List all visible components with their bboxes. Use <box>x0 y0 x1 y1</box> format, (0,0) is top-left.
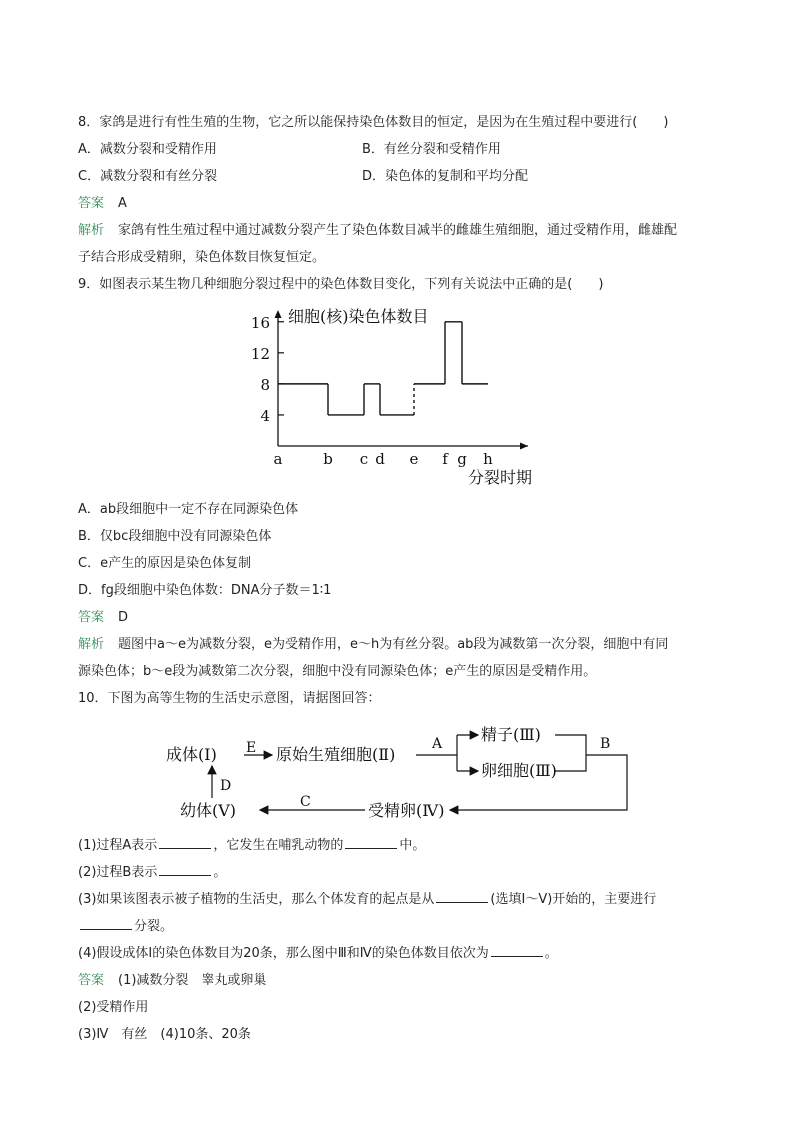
q8-analysis <box>78 221 677 241</box>
x-tick-label: a <box>273 450 283 468</box>
x-tick-label: f <box>442 450 448 468</box>
answer-blank[interactable] <box>345 836 397 849</box>
x-tick-label: c <box>359 450 369 468</box>
q9-option-c: C．e产生的原因是染色体复制 <box>78 556 252 571</box>
analysis-label: 解析 <box>78 223 105 238</box>
chart-title: 细胞(核)染色体数目 <box>288 307 429 326</box>
q9-option-d: D．fg段细胞中染色体数：DNA分子数＝1∶1 <box>78 583 332 598</box>
q10-sub4 <box>78 944 558 964</box>
label-b: B <box>600 736 611 752</box>
q9-option-b: B．仅bc段细胞中没有同源染色体 <box>78 529 272 544</box>
y-tick-label: 12 <box>250 344 270 363</box>
q8-answer <box>78 194 127 214</box>
label-c: C <box>300 794 311 810</box>
chart-xlabel: 分裂时期 <box>468 468 533 487</box>
label-a: A <box>432 736 443 752</box>
chromosome-chart <box>240 300 540 490</box>
sub3-text-c: 分裂。 <box>134 919 174 934</box>
x-tick-label: e <box>409 450 419 468</box>
node-egg: 卵细胞(Ⅲ) <box>481 761 557 780</box>
answer-label: 答案 <box>78 610 105 625</box>
q10-sub3-cont <box>78 917 173 937</box>
q10-sub3 <box>78 890 656 910</box>
q8-analysis-cont: 子结合形成受精卵，染色体数目恢复恒定。 <box>78 250 326 265</box>
answer-value: A <box>118 196 127 211</box>
x-tick-label: b <box>323 450 333 468</box>
sub2-text-a: (2)过程B表示 <box>78 865 158 880</box>
q10-answer-2: (2)受精作用 <box>78 1000 149 1015</box>
bracket-b <box>555 735 586 771</box>
label-d: D <box>220 778 232 794</box>
answer-label: 答案 <box>78 196 105 211</box>
q10-sub2 <box>78 863 226 883</box>
answer-value: (1)减数分裂 睾丸或卵巢 <box>118 973 267 988</box>
y-tick-label: 4 <box>260 406 270 425</box>
q9-option-a: A．ab段细胞中一定不存在同源染色体 <box>78 502 299 517</box>
y-tick-label: 8 <box>260 375 270 394</box>
q8-option-b: B．有丝分裂和受精作用 <box>362 142 501 157</box>
answer-blank[interactable] <box>159 863 211 876</box>
q9-stem: 9．如图表示某生物几种细胞分裂过程中的染色体数目变化，下列有关说法中正确的是( ) <box>78 277 604 292</box>
node-young: 幼体(Ⅴ) <box>180 801 237 820</box>
sub4-text-b: 。 <box>544 946 558 961</box>
answer-value: D <box>118 610 129 625</box>
sub2-text-b: 。 <box>213 865 227 880</box>
node-zygote: 受精卵(Ⅳ) <box>368 801 445 820</box>
sub1-text-b: ，它发生在哺乳动物的 <box>213 838 344 853</box>
q8-option-c: C．减数分裂和有丝分裂 <box>78 169 218 184</box>
answer-blank[interactable] <box>436 890 488 903</box>
analysis-text: 题图中a～e为减数分裂，e为受精作用，e～h为有丝分裂。ab段为减数第一次分裂，细胞中有同 <box>118 637 669 652</box>
answer-blank[interactable] <box>491 944 543 957</box>
sub1-text-c: 中。 <box>399 838 426 853</box>
label-e: E <box>246 740 257 756</box>
node-sperm: 精子(Ⅲ) <box>481 725 541 744</box>
life-cycle-diagram <box>160 718 640 830</box>
node-adult: 成体(Ⅰ) <box>166 745 217 764</box>
analysis-label: 解析 <box>78 637 105 652</box>
x-tick-label: d <box>375 450 385 468</box>
y-tick-label: 16 <box>250 313 270 332</box>
x-tick-label: g <box>457 450 467 468</box>
q10-answer-3: (3)Ⅳ 有丝 (4)10条、20条 <box>78 1027 251 1042</box>
q9-answer <box>78 608 128 628</box>
q8-option-d: D．染色体的复制和平均分配 <box>362 169 529 184</box>
answer-blank[interactable] <box>159 836 211 849</box>
answer-blank[interactable] <box>80 917 132 930</box>
sub1-text-a: (1)过程A表示 <box>78 838 158 853</box>
x-tick-label: h <box>483 450 493 468</box>
q9-analysis <box>78 635 668 655</box>
q8-option-a: A．减数分裂和受精作用 <box>78 142 217 157</box>
y-axis-arrow <box>275 310 282 318</box>
sub3-text-a: (3)如果该图表示被子植物的生活史，那么个体发育的起点是从 <box>78 892 435 907</box>
q9-analysis-cont: 源染色体；b～e段为减数第二次分裂，细胞中没有同源染色体；e产生的原因是受精作用。 <box>78 664 597 679</box>
node-germ-cell: 原始生殖细胞(Ⅱ) <box>276 745 396 764</box>
answer-label: 答案 <box>78 973 105 988</box>
q8-stem: 8．家鸽是进行有性生殖的生物，它之所以能保持染色体数目的恒定，是因为在生殖过程中要进行( ) <box>78 115 669 130</box>
q10-answer <box>78 971 266 991</box>
q10-stem: 10．下图为高等生物的生活史示意图，请据图回答： <box>78 691 381 706</box>
x-axis-arrow <box>520 443 528 450</box>
sub4-text-a: (4)假设成体Ⅰ的染色体数目为20条，那么图中Ⅲ和Ⅳ的染色体数目依次为 <box>78 946 489 961</box>
q10-sub1 <box>78 836 425 856</box>
analysis-text: 家鸽有性生殖过程中通过减数分裂产生了染色体数目减半的雌雄生殖细胞，通过受精作用，雌雄配 <box>118 223 678 238</box>
sub3-text-b: (选填Ⅰ～Ⅴ)开始的，主要进行 <box>490 892 657 907</box>
